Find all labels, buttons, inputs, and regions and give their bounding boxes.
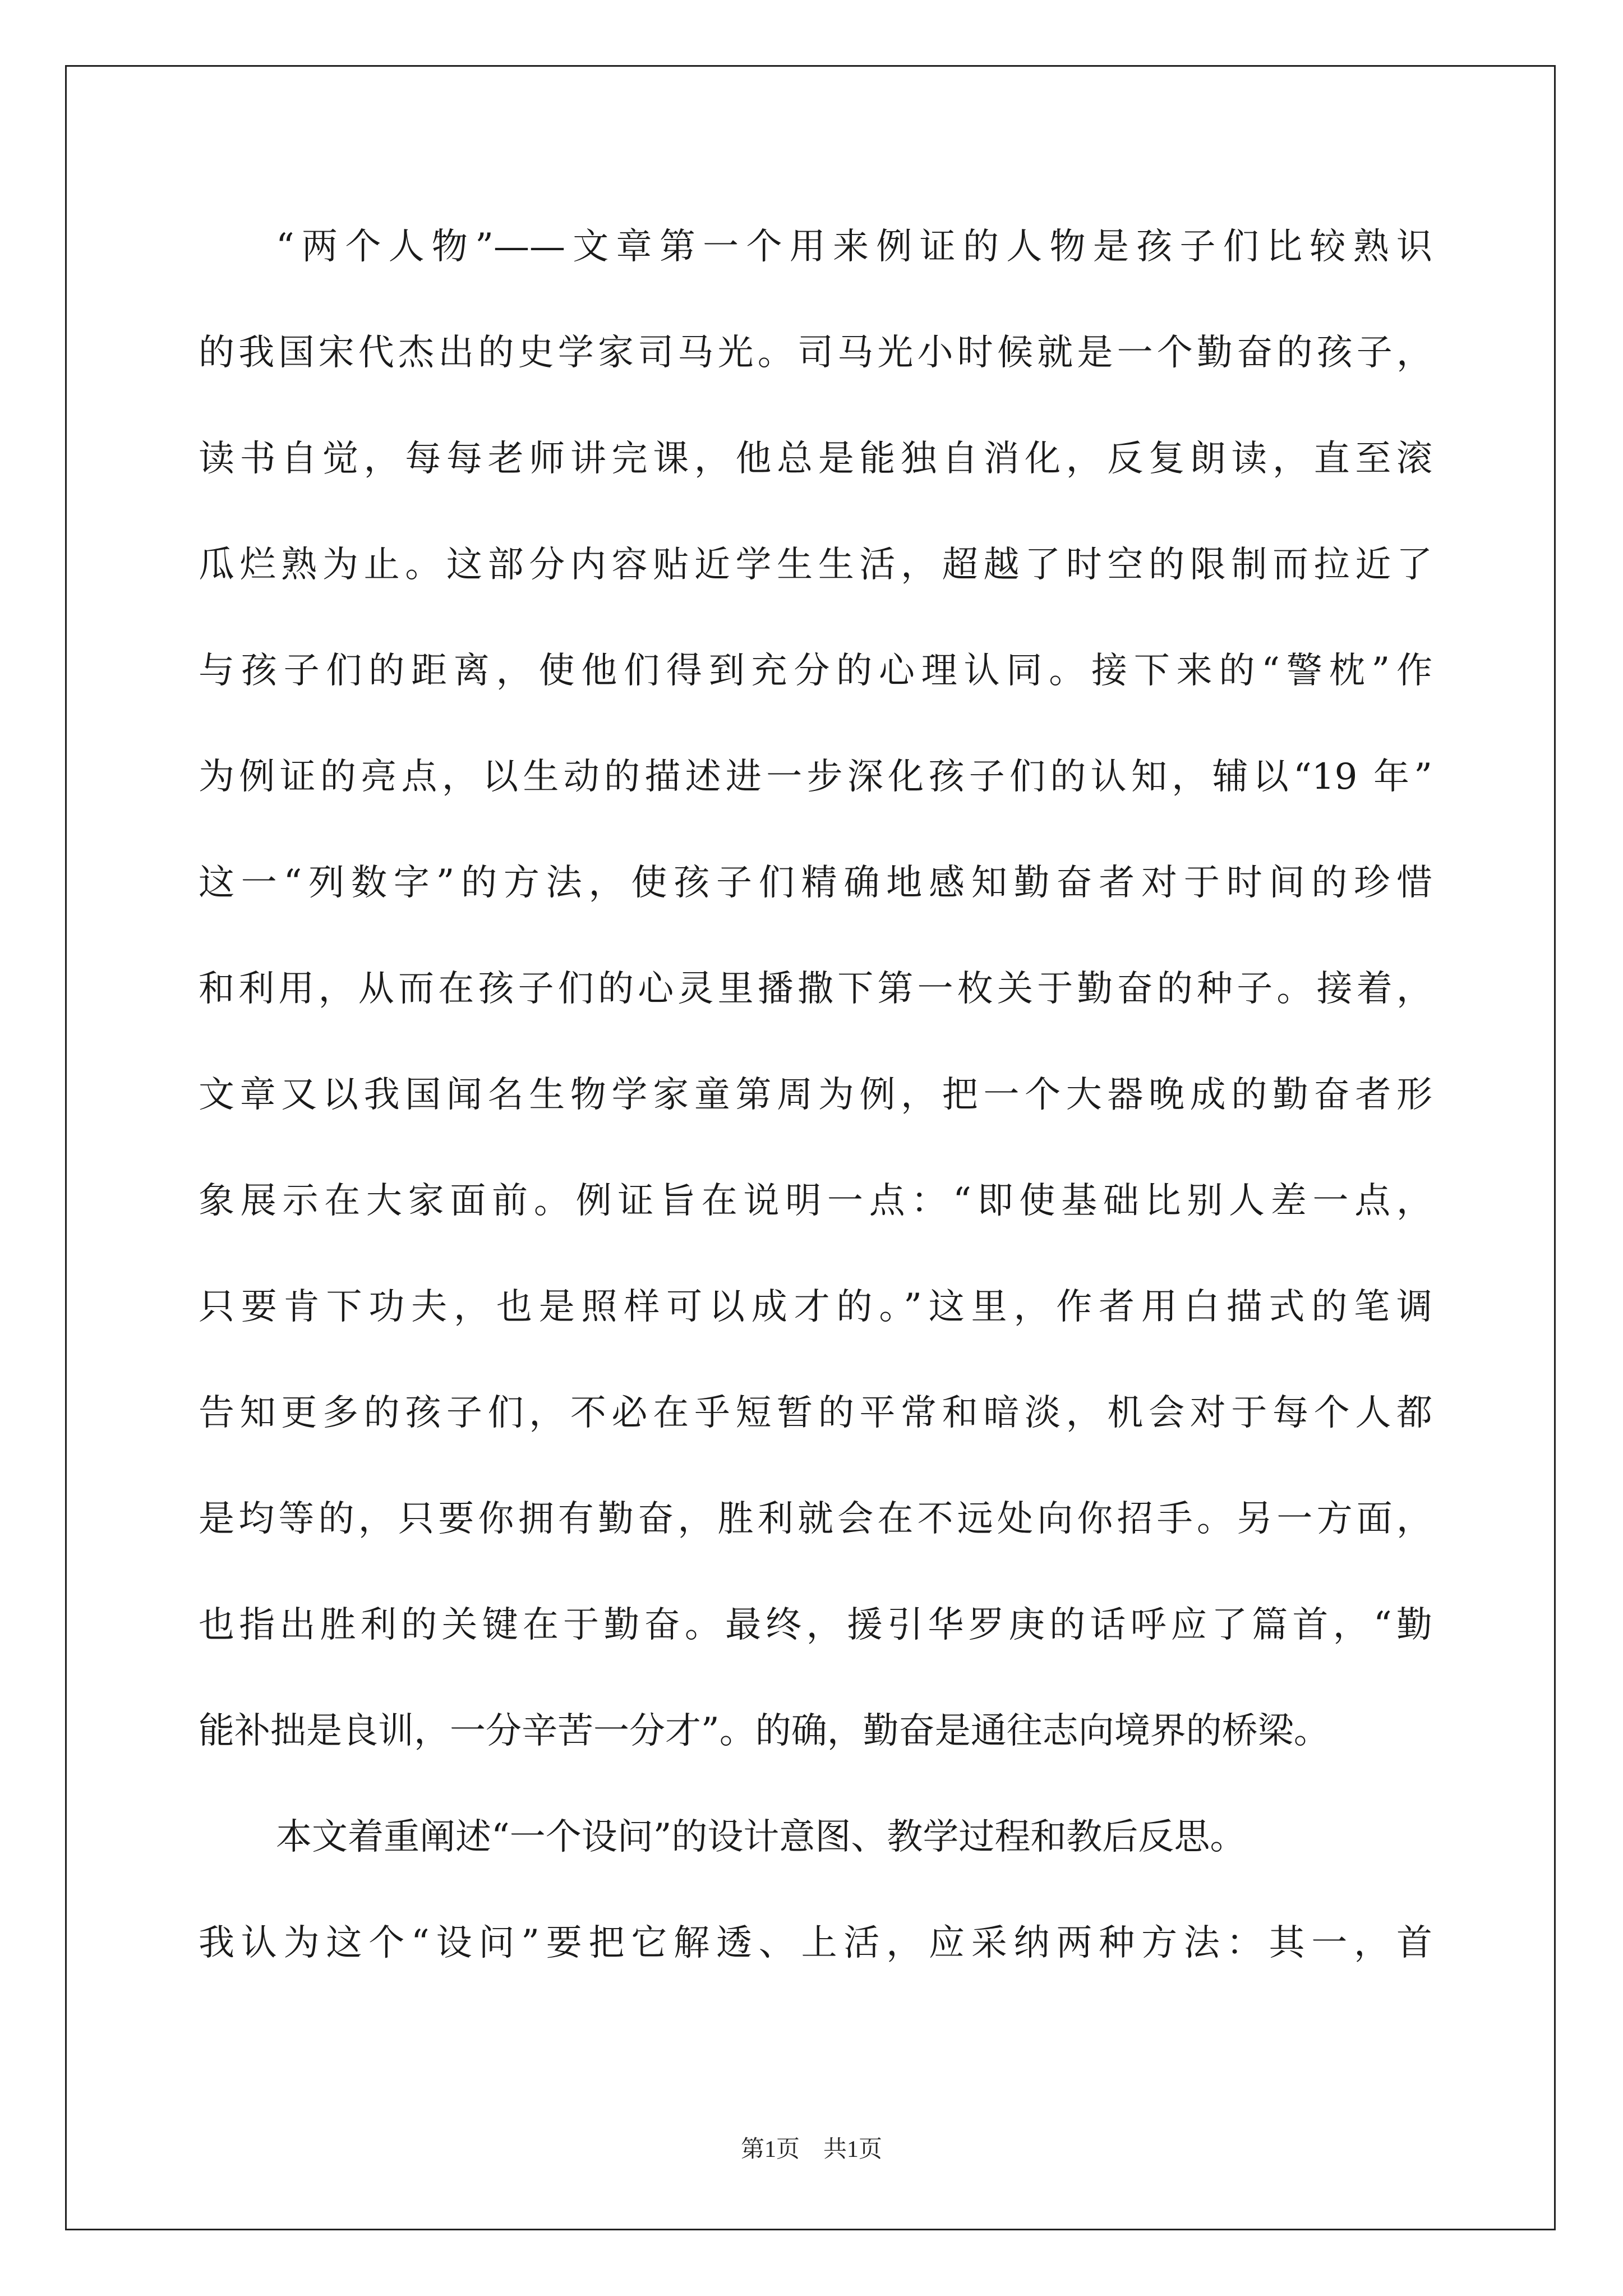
text-line: 象展示在大家面前。例证旨在说明一点：“即使基础比别人差一点， bbox=[199, 1180, 1432, 1222]
text-line: 告知更多的孩子们，不必在乎短暂的平常和暗淡，机会对于每个人都 bbox=[199, 1392, 1432, 1434]
text-line: 能补拙是良训，一分辛苦一分才”。的确，勤奋是通往志向境界的桥梁。 bbox=[199, 1710, 1330, 1752]
text-line: 本文着重阐述“一个设问”的设计意图、教学过程和教后反思。 bbox=[276, 1816, 1246, 1858]
text-line: 这一“列数字”的方法，使孩子们精确地感知勤奋者对于时间的珍惜 bbox=[199, 862, 1432, 904]
text-line: 我认为这个“设问”要把它解透、上活，应采纳两种方法：其一，首 bbox=[199, 1922, 1432, 1964]
text-line: 与孩子们的距离，使他们得到充分的心理认同。接下来的“警枕”作 bbox=[199, 650, 1432, 692]
text-line: 文章又以我国闻名生物学家童第周为例，把一个大器晚成的勤奋者形 bbox=[199, 1074, 1432, 1116]
text-line: 也指出胜利的关键在于勤奋。最终，援引华罗庚的话呼应了篇首，“勤 bbox=[199, 1604, 1432, 1646]
text-line: 和利用，从而在孩子们的心灵里播撒下第一枚关于勤奋的种子。接着， bbox=[199, 968, 1432, 1010]
text-line: 只要肯下功夫，也是照样可以成才的。”这里，作者用白描式的笔调 bbox=[199, 1286, 1432, 1328]
text-line: 为例证的亮点，以生动的描述进一步深化孩子们的认知，辅以“19 年” bbox=[199, 756, 1432, 798]
text-line: 读书自觉，每每老师讲完课，他总是能独自消化，反复朗读，直至滚 bbox=[199, 438, 1432, 480]
page-footer: 第1页 共1页 bbox=[740, 2137, 882, 2162]
body-text bbox=[199, 219, 1432, 2021]
text-line: 是均等的，只要你拥有勤奋，胜利就会在不远处向你招手。另一方面， bbox=[199, 1498, 1432, 1540]
text-line: 的我国宋代杰出的史学家司马光。司马光小时候就是一个勤奋的孩子， bbox=[199, 332, 1432, 374]
text-line: 瓜烂熟为止。这部分内容贴近学生生活，超越了时空的限制而拉近了 bbox=[199, 544, 1432, 586]
text-line: “两个人物”——文章第一个用来例证的人物是孩子们比较熟识 bbox=[276, 226, 1432, 268]
